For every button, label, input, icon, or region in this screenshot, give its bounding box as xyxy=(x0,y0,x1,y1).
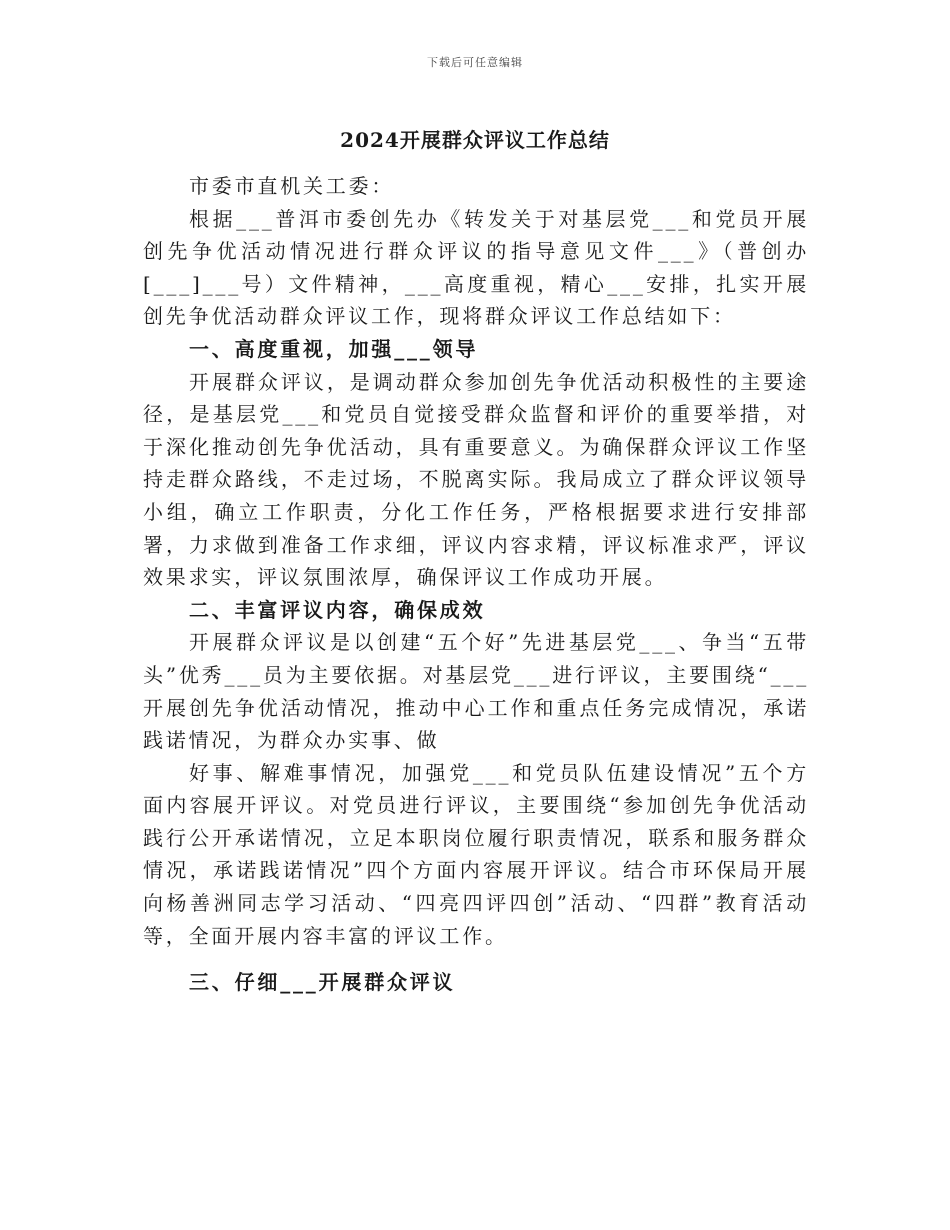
section-2-paragraph-b: 好事、解难事情况，加强党___和党员队伍建设情况”五个方面内容展开评议。对党员进行评议，主要围绕“参加创先争优活动践行公开承诺情况，立足本职岗位履行职责情况，联系和服务群众情况，承诺践诺情况”四个方面内容展开评议。结合市环保局开展向杨善洲同志学习活动、“四亮四评四创”活动、“四群”教育活动等，全面开展内容丰富的评议工作。 xyxy=(143,760,809,948)
section-heading-3: 三、仔细___开展群众评议 xyxy=(189,970,456,995)
section-1-paragraph: 开展群众评议，是调动群众参加创先争优活动积极性的主要途径，是基层党___和党员自觉接受群众监督和评价的重要举措，对于深化推动创先争优活动，具有重要意义。为确保群众评议工作坚持走群众路线，不走过场，不脱离实际。我局成立了群众评议领导小组，确立工作职责，分化工作任务，严格根据要求进行安排部署，力求做到准备工作求细，评议内容求精，评议标准求严，评议效果求实，评议氛围浓厚，确保评议工作成功开展。 xyxy=(143,369,809,590)
section-heading-1: 一、高度重视，加强___领导 xyxy=(189,336,479,361)
section-2-paragraph-a: 开展群众评议是以创建“五个好”先进基层党___、争当“五带头”优秀___员为主要依据。对基层党___进行评议，主要围绕“___开展创先争优活动情况，推动中心工作和重点任务完成情况，承诺践诺情况，为群众办实事、做 xyxy=(143,630,809,753)
document-body xyxy=(143,170,809,999)
intro-paragraph: 根据___普洱市委创先办《转发关于对基层党___和党员开展创先争优活动情况进行群众评议的指导意见文件___》（普创办[___]___号）文件精神，___高度重视，精心___安排，扎实开展创先争优活动群众评议工作，现将群众评议工作总结如下： xyxy=(143,206,809,329)
document-title: 2024开展群众评议工作总结 xyxy=(340,128,610,152)
page-header: 下载后可任意编辑 xyxy=(427,56,523,69)
salutation: 市委市直机关工委： xyxy=(189,174,395,198)
section-heading-2: 二、丰富评议内容，确保成效 xyxy=(189,597,486,622)
